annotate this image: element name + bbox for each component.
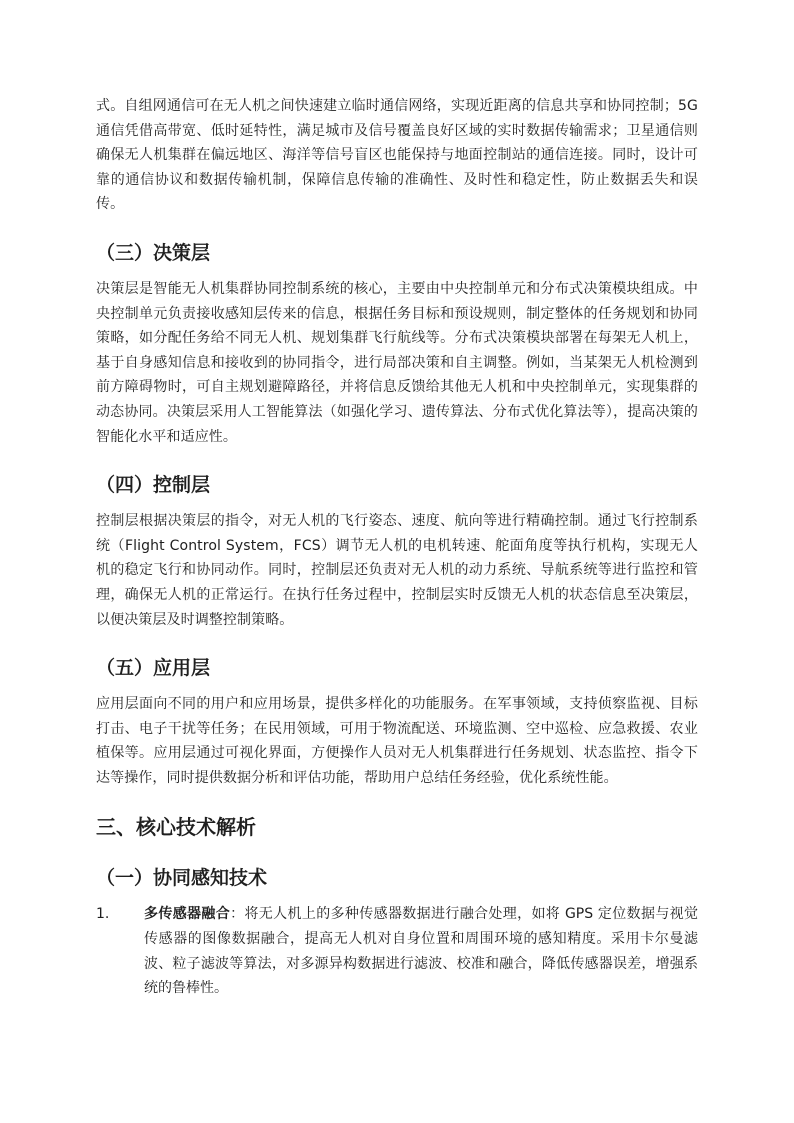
paragraph-decision-layer: 决策层是智能无人机集群协同控制系统的核心，主要由中央控制单元和分布式决策模块组成。中央控制单元负责接收感知层传来的信息，根据任务目标和预设规则，制定整体的任务规划和协同策略，如分配任务给不同无人机、规划集群飞行航线等。分布式决策模块部署在每架无人机上，基于自身感知信息和接收到的协同指令，进行局部决策和自主调整。例如，当某架无人机检测到前方障碍物时，可自主规划避障路径，并将信息反馈给其他无人机和中央控制单元，实现集群的动态协同。决策层采用人工智能算法（如强化学习、遗传算法、分布式优化算法等），提高决策的智能化水平和适应性。	[96, 280, 698, 445]
heading-decision-layer: （三）决策层	[96, 241, 211, 264]
heading-core-technology: 三、核心技术解析	[96, 815, 256, 840]
heading-application-layer: （五）应用层	[96, 657, 211, 680]
heading-cooperative-perception: （一）协同感知技术	[96, 867, 268, 890]
heading-control-layer: （四）控制层	[96, 474, 211, 497]
list-item-text: ：将无人机上的多种传感器数据进行融合处理，如将 GPS 定位数据与视觉传感器的图像数据融合，提高无人机对自身位置和周围环境的感知精度。采用卡尔曼滤波、粒子滤波等算法，对多源异构数据进行滤波、校准和融合，降低传感器误差，增强系统的鲁棒性。	[144, 906, 699, 997]
list-item-number: 1.	[96, 906, 110, 923]
list-item-term: 多传感器融合	[144, 906, 231, 923]
paragraph-application-layer: 应用层面向不同的用户和应用场景，提供多样化的功能服务。在军事领域，支持侦察监视、目标打击、电子干扰等任务；在民用领域，可用于物流配送、环境监测、空中巡检、应急救援、农业植保等。应用层通过可视化界面，方便操作人员对无人机集群进行任务规划、状态监控、指令下达等操作，同时提供数据分析和评估功能，帮助用户总结任务经验，优化系统性能。	[96, 696, 698, 786]
numbered-list	[96, 902, 698, 1000]
list-item	[96, 902, 698, 1000]
paragraph-control-layer: 控制层根据决策层的指令，对无人机的飞行姿态、速度、航向等进行精确控制。通过飞行控制系统（Flight Control System，FCS）调节无人机的电机转速、舵面角度等执行机构，实现无人机的稳定飞行和协同动作。同时，控制层还负责对无人机的动力系统、导航系统等进行监控和管理，确保无人机的正常运行。在执行任务过程中，控制层实时反馈无人机的状态信息至决策层，以便决策层及时调整控制策略。	[96, 513, 698, 628]
paragraph-communication: 式。自组网通信可在无人机之间快速建立临时通信网络，实现近距离的信息共享和协同控制；5G 通信凭借高带宽、低时延特性，满足城市及信号覆盖良好区域的实时数据传输需求；卫星通信则确保无人机集群在偏远地区、海洋等信号盲区也能保持与地面控制站的通信连接。同时，设计可靠的通信协议和数据传输机制，保障信息传输的准确性、及时性和稳定性，防止数据丢失和误传。	[96, 98, 698, 213]
